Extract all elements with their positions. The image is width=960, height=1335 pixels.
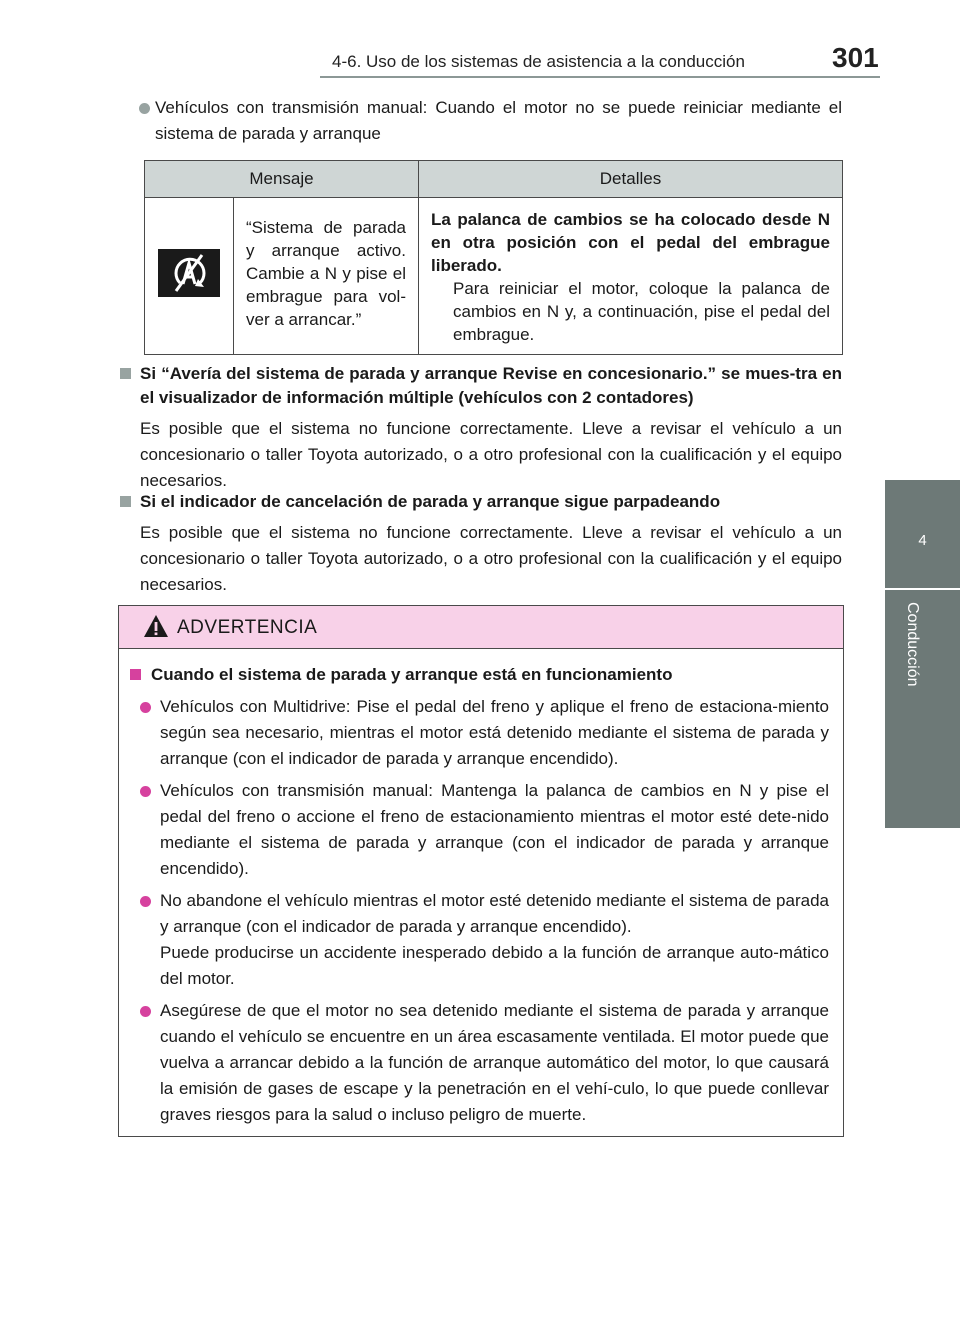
warning-item-text: Vehículos con Multidrive: Pise el pedal del freno y aplique el freno de estaciona-miento según sea necesario, mientras el motor está detenido mediante el sistema de parada y arranque (con el indicador de parada y arranque encendido). bbox=[160, 697, 829, 768]
chapter-tab bbox=[885, 480, 960, 588]
warning-triangle-icon bbox=[143, 614, 169, 638]
section-heading bbox=[120, 490, 842, 514]
section-body: Es posible que el sistema no funcione correctamente. Lleve a revisar el vehículo a un concesionario o taller Toyota autorizado, o a otro profesional con la cualificación y el equipo necesarios. bbox=[140, 523, 842, 594]
bullet-dot bbox=[140, 896, 151, 907]
warning-item-text: Puede producirse un accidente inesperado debido a la función de arranque auto-mático del motor. bbox=[160, 943, 829, 988]
square-bullet bbox=[130, 669, 141, 680]
section-fault-message bbox=[120, 362, 842, 494]
warning-heading bbox=[119, 662, 843, 688]
main-content bbox=[120, 95, 842, 594]
table-header-row bbox=[145, 161, 843, 198]
details-bold: La palanca de cambios se ha colocado desde N en otra posición con el pedal del embrague liberado. bbox=[431, 210, 830, 275]
warning-item-text: Asegúrese de que el motor no sea detenido mediante el sistema de parada y arranque cuando el vehículo se encuentre en un área escasamente ventilada. El motor puede que vuelva a arrancar debido a la función de arranque automático del motor, lo que causará la emisión de gases de escape y la penetración en el vehí-culo, lo que puede conllevar graves riesgos para la salud o incluso peligro de muerte. bbox=[160, 1001, 829, 1124]
header-rule bbox=[320, 76, 880, 78]
warning-body bbox=[119, 662, 843, 1128]
page-header bbox=[0, 0, 960, 90]
intro-text: Vehículos con transmisión manual: Cuando el motor no se puede reiniciar mediante el sistema de parada y arranque bbox=[155, 98, 842, 143]
table-row bbox=[145, 198, 843, 355]
square-bullet bbox=[120, 368, 131, 379]
bullet-dot bbox=[140, 786, 151, 797]
chapter-title: Conducción bbox=[904, 602, 921, 687]
col-message: Mensaje bbox=[145, 161, 419, 198]
warning-item-text: No abandone el vehículo mientras el motor esté detenido mediante el sistema de parada y arranque (con el indicador de parada y arranque encendido). bbox=[160, 891, 829, 936]
message-cell: “Sistema de parada y arranque activo. Cambie a N y pise el embrague para vol-ver a arrancar.” bbox=[234, 198, 419, 355]
chapter-title-tab bbox=[885, 590, 960, 828]
section-indicator-blinking bbox=[120, 490, 842, 598]
stop-start-cancel-icon bbox=[158, 249, 220, 297]
warning-item bbox=[119, 888, 843, 992]
warning-item-text: Vehículos con transmisión manual: Mantenga la palanca de cambios en N y pise el pedal del freno o accione el freno de estacionamiento mientras el motor esté dete-nido mediante el sistema de parada y arranque (con el indicador de parada y arranque encendido). bbox=[160, 781, 829, 878]
chapter-number: 4 bbox=[918, 532, 927, 549]
section-heading-text: Si el indicador de cancelación de parada y arranque sigue parpadeando bbox=[140, 492, 721, 511]
col-details: Detalles bbox=[419, 161, 843, 198]
section-heading-text: Si “Avería del sistema de parada y arranque Revise en concesionario.” se mues-tra en el visualizador de información múltiple (vehículos con 2 contadores) bbox=[140, 364, 842, 407]
warning-item bbox=[119, 694, 843, 772]
page-number: 301 bbox=[832, 42, 879, 73]
section-title: 4-6. Uso de los sistemas de asistencia a la conducción bbox=[332, 52, 745, 71]
details-cell bbox=[419, 198, 843, 355]
warning-item bbox=[119, 778, 843, 882]
message-table bbox=[144, 160, 843, 355]
bullet-dot bbox=[139, 103, 150, 114]
icon-cell bbox=[145, 198, 234, 355]
warning-item bbox=[119, 998, 843, 1128]
warning-header bbox=[119, 606, 843, 649]
section-heading bbox=[120, 362, 842, 410]
bullet-dot bbox=[140, 1006, 151, 1017]
bullet-dot bbox=[140, 702, 151, 713]
intro-bullet bbox=[120, 95, 842, 147]
warning-box bbox=[118, 605, 844, 1137]
warning-title: ADVERTENCIA bbox=[177, 617, 318, 638]
details-text: Para reiniciar el motor, coloque la palanca de cambios en N y, a continuación, pise el pedal del embrague. bbox=[453, 279, 830, 344]
warning-heading-text: Cuando el sistema de parada y arranque está en funcionamiento bbox=[151, 665, 673, 684]
section-body: Es posible que el sistema no funcione correctamente. Lleve a revisar el vehículo a un concesionario o taller Toyota autorizado, o a otro profesional con la cualificación y el equipo necesarios. bbox=[140, 419, 842, 490]
square-bullet bbox=[120, 496, 131, 507]
